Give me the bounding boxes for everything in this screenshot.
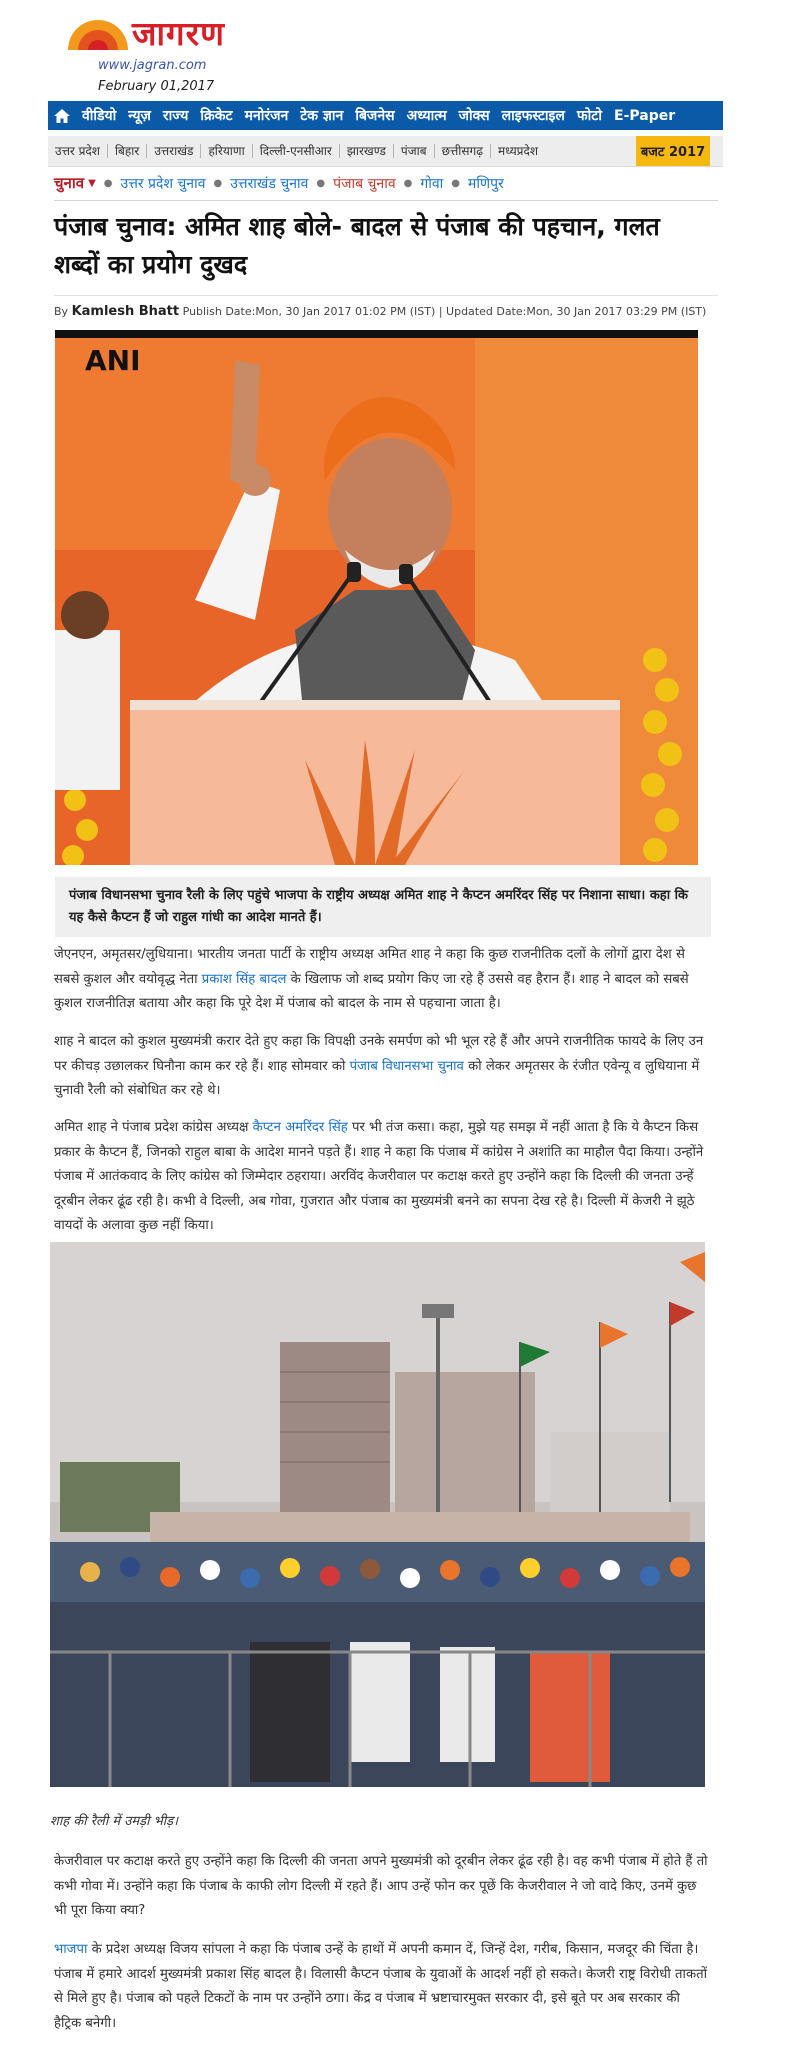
caret-down-icon[interactable]: ▼ bbox=[88, 177, 96, 189]
hero-caption: पंजाब विधानसभा चुनाव रैली के लिए पहुंचे भाजपा के राष्ट्रीय अध्यक्ष अमित शाह ने कैप्टन अमरिंदर सिंह पर निशाना साधा। कहा कि यह कैसे कैप्टन हैं जो राहुल गांधी का आदेश मानते हैं। bbox=[69, 888, 688, 925]
state-link-haryana[interactable]: हरियाणा bbox=[201, 144, 252, 158]
updated-date: Updated Date:Mon, 30 Jan 2017 03:29 PM (IST) bbox=[446, 305, 707, 318]
article-paragraph-2 bbox=[54, 1030, 710, 1104]
article-title: पंजाब चुनाव: अमित शाह बोले- बादल से पंजाब की पहचान, गलत शब्दों का प्रयोग दुखद bbox=[54, 212, 660, 279]
bullet-icon: ● bbox=[103, 177, 113, 189]
state-link-mp[interactable]: मध्यप्रदेश bbox=[498, 144, 539, 158]
state-link-chhattisgarh[interactable]: छत्तीसगढ़ bbox=[435, 144, 491, 158]
article-paragraph-3 bbox=[54, 1116, 710, 1239]
hero-caption-box bbox=[55, 877, 711, 937]
site-date: February 01,2017 bbox=[98, 79, 215, 94]
state-link-punjab[interactable]: पंजाब bbox=[394, 144, 435, 158]
by-label: By bbox=[54, 305, 69, 318]
nav-item-entertainment[interactable]: मनोरंजन bbox=[244, 108, 289, 124]
breadcrumb-head[interactable]: चुनाव bbox=[54, 174, 85, 192]
date-separator: | bbox=[438, 305, 443, 318]
breadcrumb bbox=[54, 172, 504, 194]
nav-item-epaper[interactable]: E-Paper bbox=[614, 107, 676, 124]
divider bbox=[54, 200, 718, 201]
nav-item-cricket[interactable]: क्रिकेट bbox=[200, 108, 233, 124]
publish-date: Publish Date:Mon, 30 Jan 2017 01:02 PM (IST) bbox=[182, 305, 436, 318]
home-icon[interactable] bbox=[48, 101, 76, 130]
nav-item-video[interactable]: वीडियो bbox=[82, 108, 117, 124]
para-text: पर भी तंज कसा। कहा, मुझे यह समझ में नहीं आता है कि ये कैप्टन किस प्रकार के कैप्टन हैं, जिनको राहुल बाबा के आदेश मानने पड़ते हैं। शाह ने कहा कि पंजाब में कांग्रेस ने अशांति का माहौल पैदा किया। उन्होंने पंजाब में आतंकवाद के लिए कांग्रेस को जिम्मेदार ठहराया। अरविंद केजरीवाल पर कटाक्ष करते हुए उन्होंने कहा कि दिल्ली की जनता उन्हें दूरबीन लेकर ढूंढ रही है। कभी वे दिल्ली, अब गोवा, गुजरात और पंजाब का मुख्यमंत्री बनने का सपना देख रहे है। दिल्ली में केजरी ने झूठे वायदों के अलावा कुछ नहीं किया। bbox=[54, 1120, 704, 1233]
primary-nav bbox=[48, 101, 723, 130]
link-captain-amarinder-singh[interactable]: कैप्टन अमरिंदर सिंह bbox=[252, 1120, 348, 1135]
rally-crowd-image bbox=[50, 1242, 705, 1787]
nav-item-photo[interactable]: फोटो bbox=[576, 108, 602, 124]
nav-item-lifestyle[interactable]: लाइफस्टाइल bbox=[501, 108, 565, 124]
link-bjp[interactable]: भाजपा bbox=[54, 1942, 88, 1957]
bullet-icon: ● bbox=[316, 177, 326, 189]
nav-item-tech[interactable]: टेक ज्ञान bbox=[300, 108, 344, 124]
para-text: जेएनएन, अमृतसर/लुधियाना। भारतीय जनता पार्टी के राष्ट्रीय अध्यक्ष अमित शाह ने कहा कि कुछ राजनीतिक दलों के लोगों द्वारा देश से सबसे कुशल और वयोवृद्ध नेता bbox=[54, 947, 685, 987]
rally-photo-caption: शाह की रैली में उमड़ी भीड़। bbox=[50, 1814, 179, 1829]
breadcrumb-goa[interactable]: गोवा bbox=[420, 175, 444, 192]
bullet-icon: ● bbox=[403, 177, 413, 189]
para-text: के प्रदेश अध्यक्ष विजय सांपला ने कहा कि पंजाब उन्हें के हाथों में अपनी कमान दें, जिन्हें देश, गरीब, किसान, मजदूर की चिंता है। पंजाब में हमारे आदर्श मुख्यमंत्री प्रकाश सिंह बादल है। विलासी कैप्टन पंजाब के युवाओं के आदर्श नहीं हो सकते। केजरी राष्ट्र विरोधी ताकतों से मिले हुए है। पंजाब को पहले टिकटों के नाम पर उन्होंने ठगा। केंद्र व पंजाब में भ्रष्टाचारमुक्त सरकार दी, इसे बूते पर अब सरकार की हैट्रिक बनेगी। bbox=[54, 1942, 708, 2031]
para-text: अमित शाह ने पंजाब प्रदेश कांग्रेस अध्यक्ष bbox=[54, 1120, 253, 1135]
byline bbox=[54, 304, 706, 319]
state-link-jharkhand[interactable]: झारखण्ड bbox=[340, 144, 394, 158]
bullet-icon: ● bbox=[213, 177, 223, 189]
link-prakash-singh-badal[interactable]: प्रकाश सिंह बादल bbox=[201, 971, 287, 987]
hero-image bbox=[55, 330, 698, 865]
link-punjab-assembly-election[interactable]: पंजाब विधानसभा चुनाव bbox=[349, 1058, 464, 1074]
site-url[interactable]: www.jagran.com bbox=[98, 58, 207, 73]
article-paragraph-4: केजरीवाल पर कटाक्ष करते हुए उन्होंने कहा कि दिल्ली की जनता अपने मुख्यमंत्री को दूरबीन लेकर ढूंढ रही है। वह कभी पंजाब में होते हैं तो कभी गोवा में। उन्होंने कहा कि पंजाब के काफी लोग दिल्ली में रहते हैं। आप उन्हें फोन कर पूछें कि केजरीवाल ने जो वादे किए, उनमें कुछ भी पूरा किया क्या? bbox=[54, 1854, 708, 1918]
nav-item-spirituality[interactable]: अध्यात्म bbox=[406, 108, 447, 124]
para-text: शाह ने बादल को कुशल मुख्यमंत्री करार देते हुए कहा कि विपक्षी उनके समर्पण को भी भूल रहे हैं और अपने राजनीतिक फायदे के लिए उन पर कीचड़ उछालकर घिनौना काम कर रहे हैं। शाह सोमवार को bbox=[54, 1034, 704, 1074]
article-paragraph-1 bbox=[54, 943, 710, 1017]
logo-text[interactable]: जागरण bbox=[132, 14, 225, 53]
article-paragraph-5 bbox=[54, 1938, 710, 2036]
secondary-nav bbox=[48, 136, 723, 166]
nav-item-news[interactable]: न्यूज़ bbox=[128, 108, 151, 124]
nav-divider bbox=[48, 166, 723, 167]
para-text: को लेकर अमृतसर के रंजीत एवेन्यू व लुधियाना में चुनावी रैली को संबोधित कर रहे थे। bbox=[54, 1058, 700, 1098]
budget-2017-button[interactable]: बजट 2017 bbox=[636, 136, 710, 166]
state-link-bihar[interactable]: बिहार bbox=[108, 144, 147, 158]
breadcrumb-uttarakhand-election[interactable]: उत्तराखंड चुनाव bbox=[230, 175, 309, 192]
nav-item-business[interactable]: बिजनेस bbox=[355, 108, 395, 124]
para-text: के खिलाफ जो शब्द प्रयोग किए जा रहे हैं उससे वह हैरान हैं। शाह ने बादल को सबसे कुशल राजनीतिज्ञ बताया और कहा कि पूरे देश में पंजाब को बादल के नाम से पहचाना जाता है। bbox=[54, 971, 689, 1011]
nav-item-state[interactable]: राज्य bbox=[162, 108, 189, 124]
nav-item-jokes[interactable]: जोक्स bbox=[458, 108, 490, 124]
state-link-up[interactable]: उत्तर प्रदेश bbox=[48, 144, 108, 158]
breadcrumb-punjab-election[interactable]: पंजाब चुनाव bbox=[333, 175, 396, 192]
bullet-icon: ● bbox=[451, 177, 460, 189]
state-link-delhi-ncr[interactable]: दिल्ली-एनसीआर bbox=[253, 144, 340, 158]
author-name: Kamlesh Bhatt bbox=[71, 304, 180, 319]
breadcrumb-manipur[interactable]: मणिपुर bbox=[468, 175, 504, 192]
breadcrumb-up-election[interactable]: उत्तर प्रदेश चुनाव bbox=[120, 175, 206, 192]
ani-watermark: ANI bbox=[85, 344, 141, 377]
divider bbox=[54, 295, 718, 296]
state-link-uttarakhand[interactable]: उत्तराखंड bbox=[147, 144, 201, 158]
